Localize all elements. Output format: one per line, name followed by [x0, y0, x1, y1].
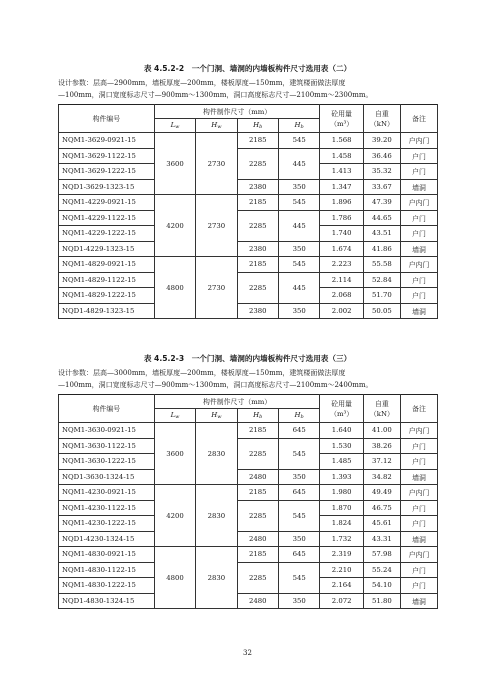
component-code: NQM1-4230-0921-15	[59, 485, 155, 501]
table-row	[59, 423, 438, 439]
cell-hb: 2380	[237, 303, 278, 319]
cell-hb2: 350	[278, 469, 319, 485]
component-code: NQD1-4830-1324-15	[59, 593, 155, 609]
header-code: 构件编号	[59, 105, 155, 133]
header-lw: $L_w$	[154, 409, 195, 423]
cell-note: 墙洞	[400, 303, 437, 319]
table-caption: 表 4.5.2-3 一个门洞、墙洞的内墙板构件尺寸选用表（三）	[143, 354, 352, 363]
cell-volume: 1.568	[320, 133, 364, 149]
component-code: NQM1-4230-1122-15	[59, 500, 155, 516]
component-code: NQM1-3629-1222-15	[59, 164, 155, 180]
cell-weight: 54.10	[363, 578, 400, 594]
cell-note: 户内门	[400, 257, 437, 273]
page-number: 32	[243, 649, 252, 657]
table-row	[59, 241, 438, 257]
header-weight: 自重 （kN）	[363, 105, 400, 133]
cell-hb: 2185	[237, 485, 278, 501]
cell-volume: 2.068	[320, 288, 364, 304]
cell-hb2: 545	[278, 562, 319, 593]
cell-volume: 2.114	[320, 272, 364, 288]
cell-volume: 1.347	[320, 179, 364, 195]
cell-note: 墙洞	[400, 241, 437, 257]
component-code: NQM1-4829-1222-15	[59, 288, 155, 304]
cell-hb: 2185	[237, 423, 278, 439]
cell-volume: 1.980	[320, 485, 364, 501]
header-hw: $H_w$	[196, 409, 237, 423]
header-hw: $H_w$	[196, 119, 237, 133]
cell-weight: 44.65	[363, 210, 400, 226]
component-size-table	[58, 104, 438, 319]
cell-lw: 4800	[154, 257, 195, 319]
cell-weight: 34.82	[363, 469, 400, 485]
cell-note: 户内门	[400, 423, 437, 439]
cell-hb2: 350	[278, 241, 319, 257]
cell-hb2: 445	[278, 272, 319, 303]
table-row	[59, 210, 438, 226]
cell-weight: 38.26	[363, 438, 400, 454]
header-volume: 砼用量 （m³）	[320, 395, 364, 423]
cell-weight: 41.00	[363, 423, 400, 439]
cell-hb2: 545	[278, 257, 319, 273]
cell-note: 户门	[400, 148, 437, 164]
cell-note: 墙洞	[400, 593, 437, 609]
table-row	[59, 179, 438, 195]
cell-lw: 4800	[154, 547, 195, 609]
cell-note: 户内门	[400, 195, 437, 211]
cell-hb: 2285	[237, 272, 278, 303]
component-size-table	[58, 394, 438, 609]
cell-weight: 51.80	[363, 593, 400, 609]
table-row	[59, 195, 438, 211]
cell-note: 户门	[400, 500, 437, 516]
cell-hb: 2285	[237, 562, 278, 593]
cell-hb2: 445	[278, 210, 319, 241]
component-code: NQM1-4830-1222-15	[59, 578, 155, 594]
component-code: NQM1-4229-1122-15	[59, 210, 155, 226]
component-code: NQD1-4229-1323-15	[59, 241, 155, 257]
table-row	[59, 469, 438, 485]
component-code: NQM1-3630-1222-15	[59, 454, 155, 470]
table-row	[59, 257, 438, 273]
cell-hb: 2480	[237, 469, 278, 485]
cell-hb: 2185	[237, 195, 278, 211]
cell-weight: 50.05	[363, 303, 400, 319]
table-row	[59, 272, 438, 288]
cell-hb2: 350	[278, 593, 319, 609]
cell-weight: 55.24	[363, 562, 400, 578]
cell-volume: 2.002	[320, 303, 364, 319]
component-code: NQM1-4230-1222-15	[59, 516, 155, 532]
header-note: 备注	[400, 105, 437, 133]
cell-hb: 2185	[237, 257, 278, 273]
cell-note: 户内门	[400, 547, 437, 563]
cell-hb2: 350	[278, 531, 319, 547]
cell-hb2: 545	[278, 133, 319, 149]
cell-weight: 36.46	[363, 148, 400, 164]
cell-note: 户门	[400, 454, 437, 470]
cell-hb: 2380	[237, 179, 278, 195]
header-hb2: $H_b$	[278, 119, 319, 133]
cell-volume: 1.393	[320, 469, 364, 485]
cell-volume: 1.458	[320, 148, 364, 164]
component-code: NQM1-4829-0921-15	[59, 257, 155, 273]
component-code: NQM1-4229-0921-15	[59, 195, 155, 211]
cell-volume: 2.072	[320, 593, 364, 609]
cell-note: 户门	[400, 562, 437, 578]
cell-lw: 4200	[154, 195, 195, 257]
param-line: —100mm，洞口宽度标志尺寸—900mm～1300mm，洞口高度标志尺寸—2100mm～2300mm。	[58, 90, 373, 99]
cell-weight: 39.20	[363, 133, 400, 149]
param-line: 设计参数：层高—2900mm，墙板厚度—200mm，楼板厚度—150mm，建筑楼面做法厚度	[58, 79, 346, 87]
table-row	[59, 500, 438, 516]
header-row	[59, 395, 438, 409]
cell-volume: 1.485	[320, 454, 364, 470]
cell-lw: 4200	[154, 485, 195, 547]
cell-weight: 35.32	[363, 164, 400, 180]
cell-volume: 2.319	[320, 547, 364, 563]
cell-note: 户门	[400, 272, 437, 288]
cell-hb2: 545	[278, 195, 319, 211]
cell-note: 户门	[400, 288, 437, 304]
cell-volume: 1.740	[320, 226, 364, 242]
cell-weight: 55.58	[363, 257, 400, 273]
cell-weight: 37.12	[363, 454, 400, 470]
cell-lw: 3600	[154, 133, 195, 195]
cell-hb: 2480	[237, 531, 278, 547]
cell-volume: 2.164	[320, 578, 364, 594]
cell-volume: 1.870	[320, 500, 364, 516]
cell-note: 户门	[400, 226, 437, 242]
cell-hw: 2730	[196, 195, 237, 257]
table-caption: 表 4.5.2-2 一个门洞、墙洞的内墙板构件尺寸选用表（二）	[143, 64, 352, 73]
cell-weight: 46.75	[363, 500, 400, 516]
cell-weight: 47.39	[363, 195, 400, 211]
design-parameters	[58, 368, 438, 391]
table-row	[59, 438, 438, 454]
cell-hw: 2830	[196, 423, 237, 485]
cell-volume: 1.413	[320, 164, 364, 180]
header-code: 构件编号	[59, 395, 155, 423]
cell-volume: 1.674	[320, 241, 364, 257]
cell-note: 墙洞	[400, 179, 437, 195]
cell-hb: 2285	[237, 148, 278, 179]
design-parameters	[58, 78, 438, 101]
cell-weight: 57.98	[363, 547, 400, 563]
cell-weight: 43.31	[363, 531, 400, 547]
cell-hb2: 350	[278, 179, 319, 195]
table-row	[59, 148, 438, 164]
cell-hw: 2730	[196, 257, 237, 319]
param-line: —100mm，洞口宽度标志尺寸—900mm～1300mm，洞口高度标志尺寸—2100mm～2400mm。	[58, 380, 373, 389]
cell-volume: 1.640	[320, 423, 364, 439]
table-row	[59, 562, 438, 578]
component-code: NQD1-4230-1324-15	[59, 531, 155, 547]
cell-weight: 41.86	[363, 241, 400, 257]
table-row	[59, 531, 438, 547]
component-code: NQM1-3629-1122-15	[59, 148, 155, 164]
header-dims: 构件制作尺寸（mm）	[154, 395, 320, 409]
header-hb2: $H_b$	[278, 409, 319, 423]
component-code: NQD1-4829-1323-15	[59, 303, 155, 319]
cell-hb: 2185	[237, 133, 278, 149]
table-row	[59, 133, 438, 149]
cell-note: 户内门	[400, 485, 437, 501]
component-code: NQM1-3630-0921-15	[59, 423, 155, 439]
cell-note: 墙洞	[400, 531, 437, 547]
header-row	[59, 105, 438, 119]
cell-hb2: 545	[278, 500, 319, 531]
table-row	[59, 303, 438, 319]
cell-hb: 2185	[237, 547, 278, 563]
cell-hb2: 645	[278, 485, 319, 501]
component-code: NQM1-4830-1122-15	[59, 562, 155, 578]
component-code: NQD1-3630-1324-15	[59, 469, 155, 485]
cell-hb2: 645	[278, 423, 319, 439]
component-code: NQM1-4830-0921-15	[59, 547, 155, 563]
header-volume: 砼用量 （m³）	[320, 105, 364, 133]
cell-weight: 43.51	[363, 226, 400, 242]
cell-note: 户门	[400, 578, 437, 594]
cell-volume: 2.210	[320, 562, 364, 578]
table-row	[59, 485, 438, 501]
component-code: NQM1-4229-1222-15	[59, 226, 155, 242]
cell-hb2: 645	[278, 547, 319, 563]
cell-hb2: 545	[278, 438, 319, 469]
cell-volume: 1.530	[320, 438, 364, 454]
cell-lw: 3600	[154, 423, 195, 485]
cell-hb: 2380	[237, 241, 278, 257]
cell-hb: 2285	[237, 438, 278, 469]
component-code: NQM1-3630-1122-15	[59, 438, 155, 454]
cell-hw: 2830	[196, 547, 237, 609]
cell-hb: 2285	[237, 500, 278, 531]
cell-note: 户门	[400, 164, 437, 180]
cell-hw: 2830	[196, 485, 237, 547]
header-dims: 构件制作尺寸（mm）	[154, 105, 320, 119]
cell-hb2: 445	[278, 148, 319, 179]
cell-note: 户门	[400, 438, 437, 454]
table-row	[59, 547, 438, 563]
cell-hw: 2730	[196, 133, 237, 195]
cell-volume: 1.896	[320, 195, 364, 211]
param-line: 设计参数：层高—3000mm，墙板厚度—200mm，楼板厚度—150mm，建筑楼面做法厚度	[58, 369, 346, 377]
header-note: 备注	[400, 395, 437, 423]
cell-volume: 1.732	[320, 531, 364, 547]
component-code: NQM1-3629-0921-15	[59, 133, 155, 149]
cell-note: 墙洞	[400, 469, 437, 485]
cell-weight: 52.84	[363, 272, 400, 288]
cell-volume: 2.223	[320, 257, 364, 273]
cell-hb: 2480	[237, 593, 278, 609]
cell-volume: 1.786	[320, 210, 364, 226]
cell-volume: 1.824	[320, 516, 364, 532]
component-code: NQM1-4829-1122-15	[59, 272, 155, 288]
header-lw: $L_w$	[154, 119, 195, 133]
cell-weight: 49.49	[363, 485, 400, 501]
cell-hb: 2285	[237, 210, 278, 241]
table-row	[59, 593, 438, 609]
cell-note: 户门	[400, 516, 437, 532]
cell-note: 户门	[400, 210, 437, 226]
cell-weight: 45.61	[363, 516, 400, 532]
header-weight: 自重 （kN）	[363, 395, 400, 423]
cell-hb2: 350	[278, 303, 319, 319]
cell-weight: 51.70	[363, 288, 400, 304]
component-code: NQD1-3629-1323-15	[59, 179, 155, 195]
cell-weight: 33.67	[363, 179, 400, 195]
cell-note: 户内门	[400, 133, 437, 149]
header-hb: $H_b$	[237, 119, 278, 133]
header-hb: $H_b$	[237, 409, 278, 423]
